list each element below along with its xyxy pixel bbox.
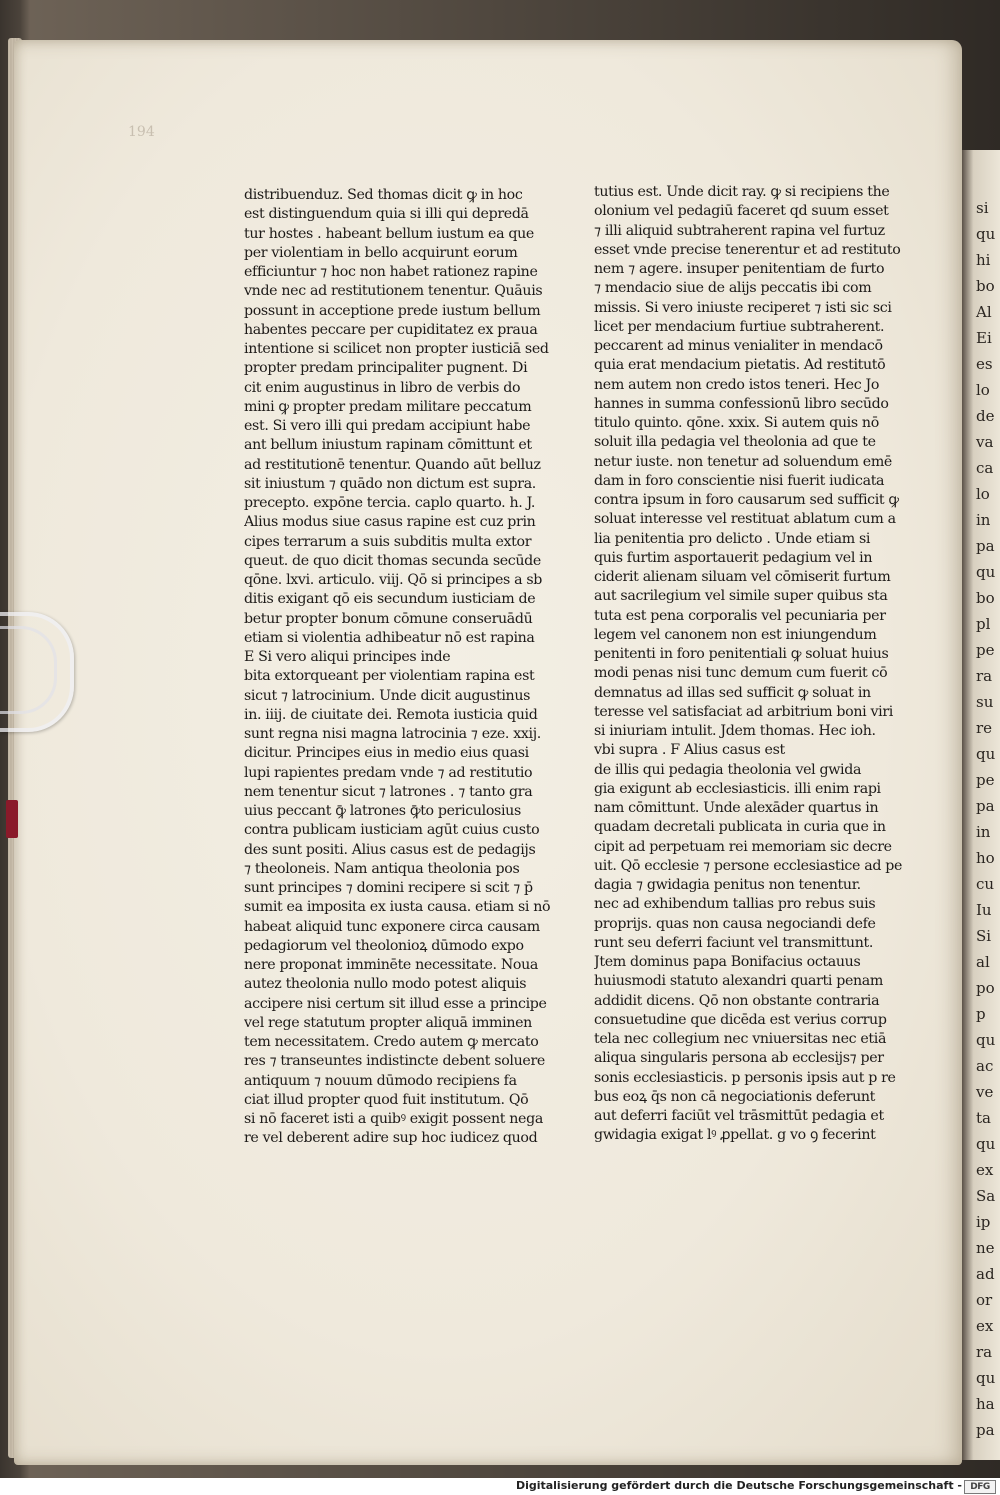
right-column-line: esset vnde precise tenerentur et ad restituto	[594, 241, 901, 258]
left-column-line: etiam si violentia adhibeatur nō est rapina	[244, 629, 535, 646]
right-column-line: contra ipsum in foro causarum sed sufficit ꝙ	[594, 492, 899, 508]
right-column-line: ciderit alienam siluam vel cōmiserit furtum	[594, 569, 891, 585]
left-column-line: cit enim augustinus in libro de verbis do	[244, 379, 521, 396]
left-column-line: contra publicam iusticiam agūt cuius custo	[244, 822, 540, 839]
facing-page-text-fragment: ac	[976, 1057, 994, 1075]
facing-page-text-fragment: ra	[976, 1343, 993, 1361]
facing-page-text-fragment: ha	[976, 1395, 995, 1413]
text-column-left	[244, 186, 574, 1149]
left-column-line: qōne. lxvi. articulo. viij. Qō si principes a sb	[244, 572, 543, 588]
left-column-line: sicut ⁊ latrocinium. Unde dicit augustinus	[244, 687, 531, 704]
left-column-line: mini ꝙ propter predam militare peccatum	[244, 398, 532, 415]
right-column-line: nec ad exhibendum tallias pro rebus suis	[594, 896, 876, 913]
left-column-line: ad restitutionē tenentur. Quando aūt belluz	[244, 456, 541, 473]
right-column-line: huiusmodi statuto alexandri quarti penam	[594, 973, 884, 990]
right-column-line: netur iuste. non tenetur ad soluendum emē	[594, 453, 892, 470]
left-column-line: per violentiam in bello acquirunt eorum	[244, 244, 518, 261]
left-column-line: ciat illud propter quod fuit institutum. Qō	[244, 1091, 529, 1108]
facing-page-text-fragment: pa	[976, 797, 995, 815]
left-column-line: pedagiorum vel theolonioꝝ dūmodo expo	[244, 937, 524, 954]
funding-credit: Digitalisierung gefördert durch die Deutsche Forschungsgemeinschaft -	[515, 1479, 962, 1492]
left-column-line: betur propter bonum cōmune conseruādū	[244, 610, 533, 627]
facing-page-text-fragment: lo	[976, 485, 990, 503]
bookmark-ribbon	[6, 800, 18, 838]
facing-page-text-fragment: Si	[976, 927, 992, 945]
facing-page-text-fragment: p	[976, 1005, 986, 1023]
facing-page-text-fragment: pa	[976, 1421, 995, 1439]
right-column-line: aliqua singularis persona ab ecclesijs⁊ per	[594, 1050, 884, 1067]
facing-page-text-fragment: es	[976, 355, 993, 373]
left-column-line: nem tenentur sicut ⁊ latrones . ⁊ tanto gra	[244, 783, 533, 800]
left-column-line: in. iiij. de ciuitate dei. Remota iusticia quid	[244, 706, 538, 723]
facing-page-text-fragment: qu	[976, 1369, 996, 1387]
right-column-line: consuetudine que dicēda est verius corrup	[594, 1011, 887, 1028]
left-column-line: lupi rapientes predam vnde ⁊ ad restitutio	[244, 764, 533, 781]
left-column-line: E Si vero aliqui principes inde	[244, 649, 451, 665]
facing-page-text-fragment: al	[976, 953, 990, 971]
right-column-line: soluat interesse vel restituat ablatum cum a	[594, 511, 896, 528]
left-column-line: antiquum ⁊ nouum dūmodo recipiens fa	[244, 1072, 517, 1089]
facing-page-text-fragment: qu	[976, 1031, 996, 1049]
footer-bar	[0, 1478, 1000, 1495]
right-column-line: runt seu deferri faciunt vel transmittunt.	[594, 934, 874, 951]
right-column-line: vbi supra . F Alius casus est	[594, 742, 785, 759]
right-column-line: quia erat mendacium pietatis. Ad restitutō	[594, 357, 886, 374]
right-column-line: tela nec collegium nec vniuersitas nec etiā	[594, 1031, 887, 1047]
facing-page-text-fragment: ca	[976, 459, 994, 477]
facing-page-text-fragment: qu	[976, 745, 996, 763]
left-column-line: dicitur. Principes eius in medio eius quasi	[244, 745, 529, 762]
left-column-line: possunt in acceptione prede iustum bellum	[244, 302, 541, 319]
left-column-line: vnde nec ad restitutionem tenentur. Quāuis	[244, 283, 543, 300]
right-column-line: gia exigunt ab ecclesiasticis. illi enim rapi	[594, 780, 881, 797]
facing-page-text-fragment: lo	[976, 381, 990, 399]
text-column-right	[594, 183, 912, 1146]
right-column-line: sonis ecclesiasticis. p personis ipsis aut p re	[594, 1069, 896, 1086]
right-column-line: olonium vel pedagiū faceret qd suum esset	[594, 203, 889, 220]
right-column-line: demnatus ad illas sed sufficit ꝙ soluat in	[594, 684, 871, 701]
left-column-line: re vel deberent adire sup hoc iudicez quod	[244, 1130, 538, 1147]
facing-page-text-fragment: re	[976, 719, 993, 737]
left-column-line: intentione si scilicet non propter iusticiā sed	[244, 341, 549, 357]
facing-page-text-fragment: in	[976, 511, 991, 529]
left-column-line: distribuenduz. Sed thomas dicit ꝙ in hoc	[244, 187, 523, 203]
facing-page-text-fragment: si	[976, 199, 989, 217]
right-column-line: teresse vel satisfaciat ad arbitrium boni viri	[594, 703, 893, 720]
right-column-line: modi penas nisi tunc demum cum fuerit cō	[594, 665, 888, 682]
facing-page-text-fragment: Ei	[976, 329, 992, 347]
facing-page-text-fragment: ra	[976, 667, 993, 685]
right-column-line: soluit illa pedagia vel theolonia ad que te	[594, 434, 876, 451]
right-column-line: cipit ad perpetuam rei memoriam sic decre	[594, 838, 892, 855]
folio-number: 194	[128, 124, 155, 140]
facing-page-text-fragment: qu	[976, 1135, 996, 1153]
right-column-line: peccarent ad minus venialiter in mendacō	[594, 338, 883, 354]
left-column-line: vel rege statutum propter aliquā imminen	[244, 1014, 532, 1031]
left-column-line: des sunt positi. Alius casus est de pedagijs	[244, 841, 536, 858]
left-column-line: habentes peccare per cupiditatez ex praua	[244, 321, 538, 338]
facing-page-text-fragment: qu	[976, 225, 996, 243]
left-column-line: efficiuntur ⁊ hoc non habet rationez rapine	[244, 264, 538, 280]
dfg-logo-icon: DFG	[964, 1480, 996, 1494]
facing-page-text-fragment: pe	[976, 771, 995, 789]
facing-page-text-fragment: bo	[976, 277, 995, 295]
facing-page-text-fragment: Sa	[976, 1187, 996, 1205]
left-column-line: tur hostes . habeant bellum iustum ea que	[244, 225, 534, 242]
facing-page-text-fragment: ve	[976, 1083, 994, 1101]
facing-page-text-fragment: de	[976, 407, 995, 425]
left-column-line: ditis exigant qō eis secundum iusticiam de	[244, 591, 536, 608]
right-column-line: de illis qui pedagia theolonia vel gwida	[594, 761, 862, 778]
left-column-line: ant bellum iniustum rapinam cōmittunt et	[244, 437, 532, 454]
facing-page-text-fragment: ex	[976, 1317, 994, 1335]
right-column-line: uit. Qō ecclesie ⁊ persone ecclesiastice ad pe	[594, 857, 903, 874]
facing-page-text-fragment: ad	[976, 1265, 995, 1283]
facing-page-text-fragment: va	[976, 433, 994, 451]
left-column-line: tem necessitatem. Credo autem ꝙ mercato	[244, 1034, 539, 1050]
paper-clip-inner	[0, 626, 57, 714]
right-column-line: tuta est pena corporalis vel pecuniaria per	[594, 607, 886, 624]
left-column-line: uius peccant ꝙ̄ latrones ꝙ̄to periculosius	[244, 803, 521, 819]
right-column-line: aut sacrilegium vel simile super quibus sta	[594, 588, 888, 605]
facing-page-text-fragment: su	[976, 693, 994, 711]
left-column-line: est distinguendum quia si illi qui depredā	[244, 206, 529, 223]
facing-page-fragment	[962, 150, 1000, 1460]
left-column-line: precepto. expōne tercia. caplo quarto. h. J.	[244, 495, 536, 511]
right-column-line: aut deferri faciūt vel trāsmittūt pedagia et	[594, 1108, 884, 1124]
left-column-line: bita extorqueant per violentiam rapina est	[244, 668, 535, 685]
left-column-line: res ⁊ transeuntes indistincte debent soluere	[244, 1053, 545, 1070]
right-column-line: licet per mendacium furtiue subtraherent.	[594, 318, 885, 335]
right-column-line: gwidagia exigat lꝰ ꝓpellat. g vo ꝯ fecerint	[594, 1127, 876, 1144]
left-column-line: accipere nisi certum sit illud esse a principe	[244, 995, 547, 1012]
left-column-line: cipes terrarum a suis subditis multa extor	[244, 533, 532, 550]
right-column-line: legem vel canonem non est iniungendum	[594, 626, 877, 643]
facing-page-text-fragment: Iu	[976, 901, 992, 919]
right-column-line: ⁊ mendacio siue de alijs peccatis ibi com	[594, 280, 872, 297]
right-column-line: lia penitentia pro delicto . Unde etiam si	[594, 530, 871, 547]
facing-page-text-fragment: ex	[976, 1161, 994, 1179]
right-column-line: dagia ⁊ gwidagia penitus non tenentur.	[594, 877, 861, 893]
facing-page-text-fragment: or	[976, 1291, 993, 1309]
right-column-line: missis. Si vero iniuste reciperet ⁊ isti sic sci	[594, 299, 892, 316]
right-column-line: penitenti in foro penitentiali ꝙ soluat huius	[594, 646, 889, 662]
right-column-line: tutius est. Unde dicit ray. ꝙ si recipiens the	[594, 184, 890, 200]
left-column-line: sunt principes ⁊ domini recipere si scit ⁊ p̄	[244, 880, 533, 896]
left-column-line: autez theolonia nullo modo potest aliquis	[244, 976, 527, 993]
left-column-line: habeat aliquid tunc exponere circa causam	[244, 918, 540, 935]
right-column-line: quis furtim asportauerit pedagium vel in	[594, 549, 873, 566]
left-column-line: est. Si vero illi qui predam accipiunt habe	[244, 418, 531, 434]
facing-page-text-fragment: hi	[976, 251, 991, 269]
facing-page-text-fragment: po	[976, 979, 995, 997]
right-column-line: nam cōmittunt. Unde alexāder quartus in	[594, 800, 879, 816]
right-column-line: bus eoꝝ q̄s non cā negociationis deferunt	[594, 1088, 875, 1105]
facing-page-text-fragment: in	[976, 823, 991, 841]
facing-page-text-fragment: qu	[976, 563, 996, 581]
facing-page-text-fragment: pl	[976, 615, 991, 633]
left-column-line: sunt regna nisi magna latrocinia ⁊ eze. xxij.	[244, 726, 541, 742]
left-column-line: sumit ea imposita ex iusta causa. etiam si nō	[244, 899, 551, 916]
facing-page-text-fragment: cu	[976, 875, 995, 893]
facing-page-text-fragment: bo	[976, 589, 995, 607]
right-column-line: quadam decretali publicata in curia que in	[594, 819, 886, 836]
facing-page-text-fragment: ho	[976, 849, 995, 867]
facing-page-text-fragment: ip	[976, 1213, 991, 1231]
right-column-line: addidit dicens. Qō non obstante contraria	[594, 992, 880, 1009]
left-column-line: sit iniustum ⁊ quādo non dictum est supra.	[244, 475, 536, 492]
facing-page-text-fragment: ta	[976, 1109, 991, 1127]
left-column-line: propter predam principaliter pugnent. Di	[244, 360, 528, 377]
left-column-line: si nō faceret isti a quibꝰ exigit possent nega	[244, 1111, 543, 1127]
right-column-line: hannes in summa confessionū libro secūdo	[594, 395, 889, 412]
left-column-line: nere proponat imminēte necessitate. Noua	[244, 957, 538, 973]
right-column-line: si iniuriam intulit. Jdem thomas. Hec ioh.	[594, 723, 876, 739]
right-column-line: Jtem dominus papa Bonifacius octauus	[594, 954, 861, 970]
right-column-line: nem autem non credo istos teneri. Hec Jo	[594, 376, 880, 393]
left-column-line: Alius modus siue casus rapine est cuz prin	[244, 514, 536, 531]
right-column-line: proprijs. quas non causa negociandi defe	[594, 915, 876, 932]
left-column-line: queut. de quo dicit thomas secunda secūde	[244, 552, 541, 569]
right-column-line: dam in foro conscientie nisi fuerit iudicata	[594, 472, 885, 489]
left-column-line: ⁊ theoloneis. Nam antiqua theolonia pos	[244, 860, 520, 877]
right-column-line: ⁊ illi aliquid subtraherent rapina vel furtuz	[594, 222, 885, 239]
facing-page-text-fragment: Al	[976, 303, 992, 321]
facing-page-text-fragment: ne	[976, 1239, 995, 1257]
facing-page-text-fragment: pa	[976, 537, 995, 555]
right-column-line: titulo quinto. qōne. xxix. Si autem quis nō	[594, 415, 879, 431]
right-column-line: nem ⁊ agere. insuper penitentiam de furto	[594, 261, 885, 277]
facing-page-text-fragment: pe	[976, 641, 995, 659]
